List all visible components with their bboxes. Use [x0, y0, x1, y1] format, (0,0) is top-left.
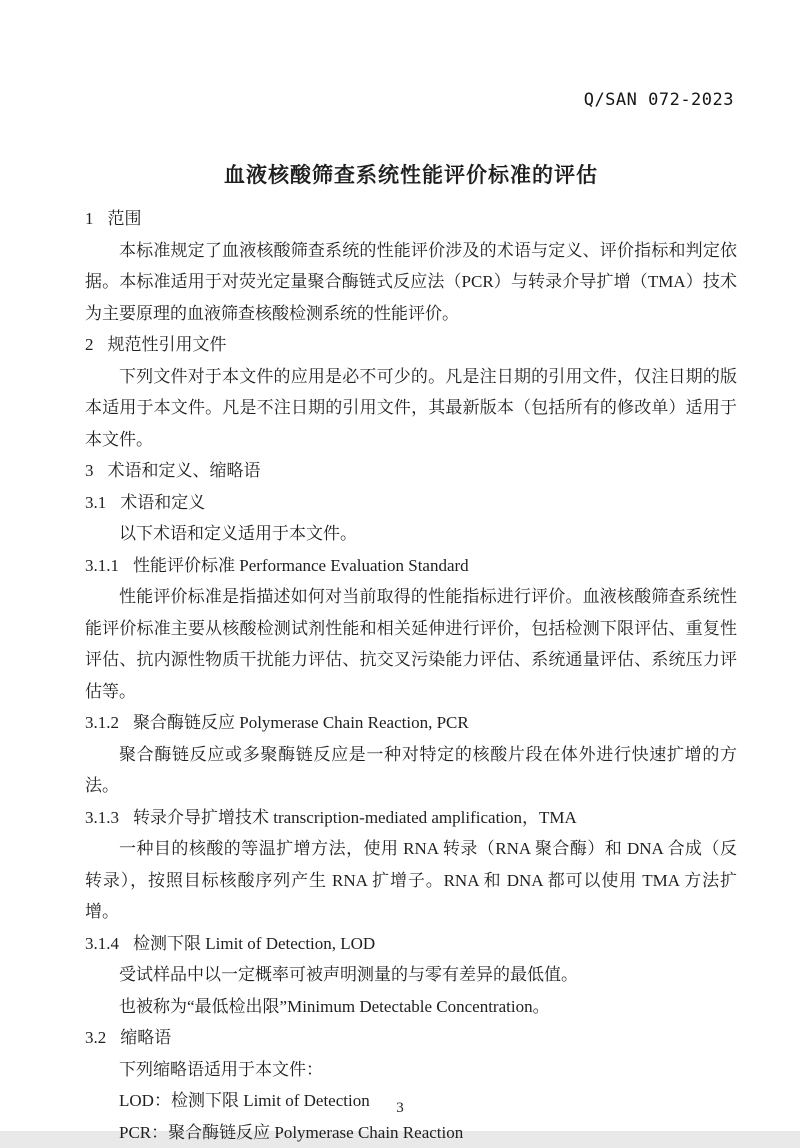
page-number: 3	[0, 1100, 800, 1117]
clause-number: 3	[85, 455, 94, 487]
paragraph: 本标准规定了血液核酸筛查系统的性能评价涉及的术语与定义、评价指标和判定依据。本标准适用于对荧光定量聚合酶链式反应法（PCR）与转录介导扩增（TMA）技术为主要原理的血液筛查核酸检测系统的性能评价。	[85, 235, 737, 330]
clause-3-2-heading	[85, 1022, 737, 1054]
clause-number: 3.1.3	[85, 802, 119, 834]
clause-number: 3.1.1	[85, 550, 119, 582]
clause-number: 3.1	[85, 487, 106, 519]
abbreviation-lod: LOD：检测下限 Limit of Detection	[85, 1085, 737, 1117]
paragraph: 受试样品中以一定概率可被声明测量的与零有差异的最低值。	[85, 959, 737, 991]
document-title: 血液核酸筛查系统性能评价标准的评估	[85, 160, 737, 190]
paragraph: 下列缩略语适用于本文件：	[85, 1054, 737, 1086]
clause-3-1-3-heading	[85, 802, 737, 834]
paragraph: 聚合酶链反应或多聚酶链反应是一种对特定的核酸片段在体外进行快速扩增的方法。	[85, 739, 737, 802]
clause-title: 术语和定义	[120, 493, 205, 512]
clause-title: 规范性引用文件	[108, 335, 227, 354]
clause-3-heading	[85, 455, 737, 487]
doc-code: Q/SAN 072-2023	[584, 90, 734, 110]
paragraph: 以下术语和定义适用于本文件。	[85, 518, 737, 550]
clause-title: 聚合酶链反应 Polymerase Chain Reaction, PCR	[133, 713, 469, 732]
clause-3-1-2-heading	[85, 707, 737, 739]
paragraph: 性能评价标准是指描述如何对当前取得的性能指标进行评价。血液核酸筛查系统性能评价标准主要从核酸检测试剂性能和相关延伸进行评价，包括检测下限评估、重复性评估、抗内源性物质干扰能力评估、抗交叉污染能力评估、系统通量评估、系统压力评估等。	[85, 581, 737, 707]
clause-title: 转录介导扩增技术 transcription-mediated amplification，TMA	[133, 808, 577, 827]
clause-number: 1	[85, 203, 94, 235]
clause-number: 3.2	[85, 1022, 106, 1054]
paragraph: 也被称为“最低检出限”Minimum Detectable Concentration。	[85, 991, 737, 1023]
clause-number: 3.1.2	[85, 707, 119, 739]
abbreviation-pcr: PCR：聚合酶链反应 Polymerase Chain Reaction	[85, 1117, 737, 1148]
document-content	[85, 160, 737, 1148]
clause-number: 3.1.4	[85, 928, 119, 960]
paragraph: 一种目的核酸的等温扩增方法，使用 RNA 转录（RNA 聚合酶）和 DNA 合成（反转录），按照目标核酸序列产生 RNA 扩增子。RNA 和 DNA 都可以使用 TMA 方法扩增。	[85, 833, 737, 928]
clause-3-1-1-heading	[85, 550, 737, 582]
paragraph: 下列文件对于本文件的应用是必不可少的。凡是注日期的引用文件，仅注日期的版本适用于本文件。凡是不注日期的引用文件，其最新版本（包括所有的修改单）适用于本文件。	[85, 361, 737, 456]
clause-title: 缩略语	[120, 1028, 171, 1047]
clause-2-heading	[85, 329, 737, 361]
clause-3-1-4-heading	[85, 928, 737, 960]
clause-title: 范围	[108, 209, 142, 228]
clause-number: 2	[85, 329, 94, 361]
clause-title: 性能评价标准 Performance Evaluation Standard	[133, 556, 469, 575]
clause-1-heading	[85, 203, 737, 235]
clause-3-1-heading	[85, 487, 737, 519]
clause-title: 术语和定义、缩略语	[108, 461, 261, 480]
clause-title: 检测下限 Limit of Detection, LOD	[133, 934, 375, 953]
